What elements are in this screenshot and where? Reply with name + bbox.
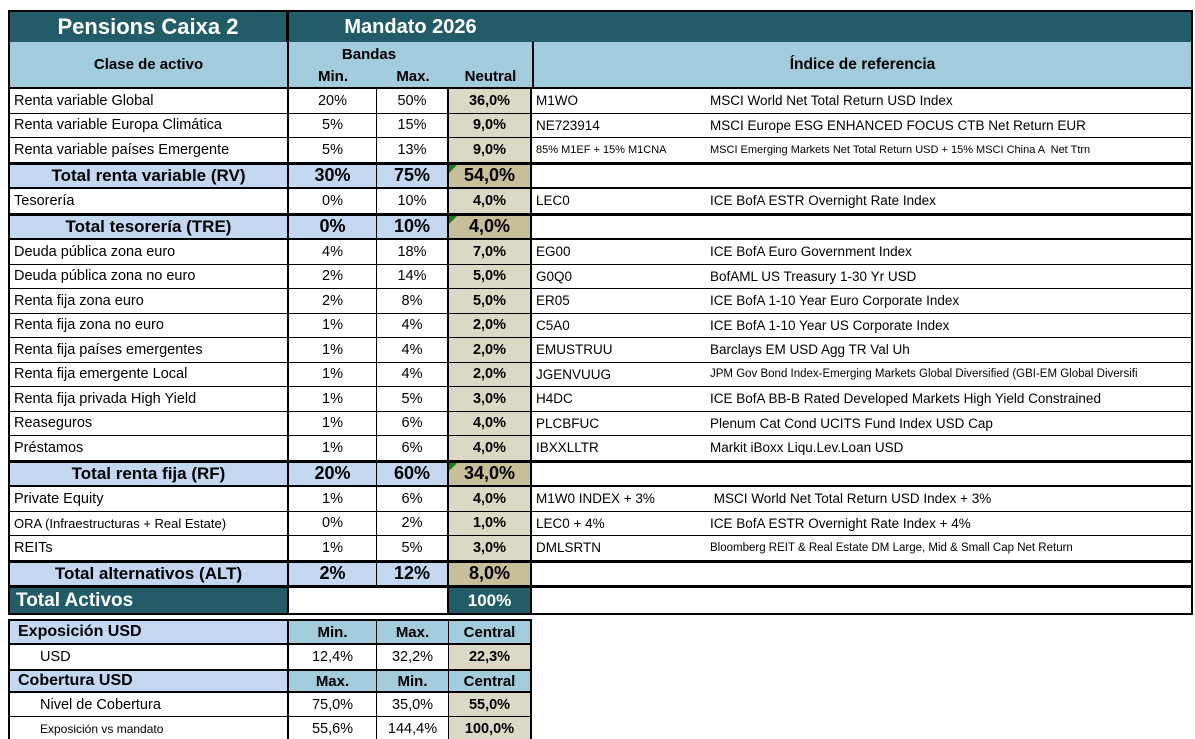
max-value-cell[interactable]: 12% bbox=[377, 563, 449, 586]
asset-name-cell[interactable]: Renta fija zona euro bbox=[10, 289, 289, 313]
index-cell[interactable] bbox=[532, 563, 1191, 586]
mandate-title: Mandato 2026 bbox=[344, 15, 477, 38]
usd-central-value-cell[interactable]: 100,0% bbox=[449, 717, 530, 739]
table-row bbox=[10, 289, 1191, 314]
index-code[interactable]: DMLSRTN bbox=[536, 540, 602, 556]
min-value-cell[interactable]: 4% bbox=[289, 240, 377, 264]
usd-col2-header[interactable]: Max. bbox=[377, 621, 449, 643]
max-value-cell[interactable]: 6% bbox=[377, 436, 449, 460]
usd-data-row bbox=[10, 693, 530, 717]
table-row bbox=[10, 338, 1191, 363]
min-value-cell[interactable]: 2% bbox=[289, 563, 377, 586]
asset-name-cell[interactable]: Renta fija privada High Yield bbox=[10, 387, 289, 411]
index-cell[interactable] bbox=[532, 338, 1191, 362]
asset-name-cell[interactable]: Préstamos bbox=[10, 436, 289, 460]
max-value-cell[interactable]: 15% bbox=[377, 114, 449, 138]
index-code[interactable]: C5A0 bbox=[536, 317, 570, 333]
index-cell[interactable] bbox=[532, 412, 1191, 436]
index-cell[interactable] bbox=[532, 536, 1191, 560]
usd-col1-header[interactable]: Min. bbox=[289, 621, 377, 643]
min-value-cell[interactable]: 5% bbox=[289, 138, 377, 162]
fund-title: Pensions Caixa 2 bbox=[10, 12, 289, 42]
table-row bbox=[10, 487, 1191, 512]
index-code[interactable]: EMUSTRUU bbox=[536, 342, 613, 358]
min-value-cell[interactable]: 1% bbox=[289, 412, 377, 436]
total-row bbox=[10, 461, 1191, 488]
index-code[interactable]: M1WO bbox=[536, 93, 578, 109]
main-table-rows bbox=[10, 89, 1191, 613]
asset-class-header[interactable]: Clase de activo bbox=[10, 42, 289, 87]
table-row bbox=[10, 314, 1191, 339]
neutral-value-cell[interactable]: 4,0% bbox=[449, 436, 532, 460]
bands-header-group bbox=[289, 42, 532, 87]
index-code[interactable]: LEC0 bbox=[536, 193, 570, 209]
table-row bbox=[10, 387, 1191, 412]
neutral-value-cell[interactable]: 2,0% bbox=[449, 338, 532, 362]
max-value-cell[interactable]: 14% bbox=[377, 265, 449, 289]
min-value-cell[interactable]: 2% bbox=[289, 289, 377, 313]
usd-data-row bbox=[10, 717, 530, 739]
usd-value-2-cell[interactable]: 32,2% bbox=[377, 645, 449, 669]
min-value-cell[interactable]: 0% bbox=[289, 512, 377, 536]
usd-data-row bbox=[10, 645, 530, 669]
usd-section-header-row bbox=[10, 669, 530, 693]
index-code[interactable]: 85% M1EF + 15% M1CNA bbox=[536, 143, 667, 156]
asset-name-cell[interactable]: Renta fija países emergentes bbox=[10, 338, 289, 362]
asset-name-cell[interactable]: ORA (Infraestructuras + Real Estate) bbox=[10, 512, 289, 536]
asset-name-cell[interactable]: Renta variable Global bbox=[10, 89, 289, 113]
index-cell[interactable] bbox=[532, 512, 1191, 536]
min-value-cell[interactable]: 1% bbox=[289, 387, 377, 411]
asset-name-cell[interactable]: REITs bbox=[10, 536, 289, 560]
index-description[interactable]: Markit iBoxx Liqu.Lev.Loan USD bbox=[710, 440, 904, 456]
index-description[interactable]: MSCI Emerging Markets Net Total Return USD + 15% MSCI China A Net Ttrn bbox=[710, 143, 1091, 156]
neutral-value-cell[interactable]: 2,0% bbox=[449, 314, 532, 338]
usd-col2-header[interactable]: Min. bbox=[377, 671, 449, 691]
usd-section-label[interactable]: Cobertura USD bbox=[10, 671, 289, 691]
asset-name-cell[interactable]: Reaseguros bbox=[10, 412, 289, 436]
index-description[interactable]: Plenum Cat Cond UCITS Fund Index USD Cap bbox=[710, 415, 993, 431]
usd-value-2-cell[interactable]: 35,0% bbox=[377, 693, 449, 716]
usd-value-1-cell[interactable]: 12,4% bbox=[289, 645, 377, 669]
index-code[interactable]: H4DC bbox=[536, 391, 573, 407]
neutral-value-cell[interactable]: 4,0% bbox=[449, 487, 532, 511]
usd-row-label[interactable]: Nivel de Cobertura bbox=[10, 693, 289, 716]
min-value-cell[interactable]: 1% bbox=[289, 338, 377, 362]
min-value-cell[interactable]: 1% bbox=[289, 314, 377, 338]
index-code[interactable]: IBXXLLTR bbox=[536, 440, 599, 456]
usd-central-value-cell[interactable]: 55,0% bbox=[449, 693, 530, 716]
index-code[interactable]: LEC0 + 4% bbox=[536, 515, 605, 531]
usd-value-1-cell[interactable]: 75,0% bbox=[289, 693, 377, 716]
neutral-value-cell[interactable]: 34,0% bbox=[449, 463, 532, 486]
table-row bbox=[10, 536, 1191, 561]
usd-table bbox=[8, 619, 532, 739]
neutral-value-cell[interactable]: 2,0% bbox=[449, 363, 532, 387]
asset-name-cell[interactable]: Tesorería bbox=[10, 189, 289, 213]
max-value-cell[interactable]: 75% bbox=[377, 165, 449, 188]
index-cell[interactable] bbox=[532, 138, 1191, 162]
max-value-cell[interactable]: 18% bbox=[377, 240, 449, 264]
min-value-cell[interactable]: 2% bbox=[289, 265, 377, 289]
usd-col3-header[interactable]: Central bbox=[449, 671, 530, 691]
asset-name-cell[interactable]: Renta variable Europa Climática bbox=[10, 114, 289, 138]
usd-row-label[interactable]: USD bbox=[10, 645, 289, 669]
index-description[interactable]: MSCI World Net Total Return USD Index bbox=[710, 93, 953, 109]
index-description[interactable]: Bloomberg REIT & Real Estate DM Large, Mid & Small Cap Net Return bbox=[710, 541, 1073, 554]
total-activos-label-cell[interactable]: Total Activos bbox=[10, 588, 289, 613]
index-description[interactable]: MSCI Europe ESG ENHANCED FOCUS CTB Net Return EUR bbox=[710, 117, 1086, 133]
neutral-value-cell[interactable]: 1,0% bbox=[449, 512, 532, 536]
index-cell[interactable] bbox=[532, 265, 1191, 289]
neutral-value-cell[interactable]: 36,0% bbox=[449, 89, 532, 113]
index-description[interactable]: JPM Gov Bond Index-Emerging Markets Global Diversified (GBI-EM Global Diversifi bbox=[710, 368, 1138, 381]
index-cell[interactable] bbox=[532, 387, 1191, 411]
min-value-cell[interactable]: 1% bbox=[289, 363, 377, 387]
max-value-cell[interactable]: 2% bbox=[377, 512, 449, 536]
empty-minmax-cell[interactable] bbox=[289, 588, 449, 613]
asset-name-cell[interactable]: Renta fija emergente Local bbox=[10, 363, 289, 387]
reference-index-header[interactable]: Índice de referencia bbox=[532, 42, 1191, 87]
neutral-value-cell[interactable]: 4,0% bbox=[449, 412, 532, 436]
index-description[interactable]: Barclays EM USD Agg TR Val Uh bbox=[710, 342, 910, 358]
index-description[interactable]: ICE BofA ESTR Overnight Rate Index + 4% bbox=[710, 515, 971, 531]
neutral-value-cell[interactable]: 3,0% bbox=[449, 387, 532, 411]
neutral-value-cell[interactable]: 4,0% bbox=[449, 189, 532, 213]
neutral-header[interactable]: Neutral bbox=[464, 68, 517, 85]
table-row bbox=[10, 436, 1191, 461]
index-cell[interactable] bbox=[532, 114, 1191, 138]
index-code[interactable]: M1W0 INDEX + 3% bbox=[536, 491, 655, 507]
usd-row-label[interactable]: Exposición vs mandato bbox=[10, 717, 289, 739]
neutral-value-cell[interactable]: 7,0% bbox=[449, 240, 532, 264]
index-cell[interactable] bbox=[532, 240, 1191, 264]
max-value-cell[interactable]: 4% bbox=[377, 314, 449, 338]
usd-section-label[interactable]: Exposición USD bbox=[10, 621, 289, 643]
min-value-cell[interactable]: 0% bbox=[289, 189, 377, 213]
usd-col1-header[interactable]: Max. bbox=[289, 671, 377, 691]
min-value-cell[interactable]: 1% bbox=[289, 536, 377, 560]
total-row bbox=[10, 561, 1191, 588]
max-value-cell[interactable]: 60% bbox=[377, 463, 449, 486]
max-value-cell[interactable]: 4% bbox=[377, 338, 449, 362]
asset-name-cell[interactable]: Total renta fija (RF) bbox=[10, 463, 289, 486]
index-code[interactable]: JGENVUUG bbox=[536, 366, 612, 382]
total-row bbox=[10, 163, 1191, 190]
max-value-cell[interactable]: 50% bbox=[377, 89, 449, 113]
index-description[interactable]: MSCI World Net Total Return USD Index + 3% bbox=[710, 491, 992, 507]
asset-name-cell[interactable]: Renta variable países Emergente bbox=[10, 138, 289, 162]
allocation-table bbox=[8, 10, 1193, 615]
asset-name-cell[interactable]: Deuda pública zona euro bbox=[10, 240, 289, 264]
formula-flag-triangle-icon bbox=[449, 165, 457, 173]
neutral-value-cell[interactable]: 54,0% bbox=[449, 165, 532, 188]
total-row bbox=[10, 214, 1191, 241]
index-cell[interactable] bbox=[532, 314, 1191, 338]
asset-name-cell[interactable]: Total alternativos (ALT) bbox=[10, 563, 289, 586]
index-code[interactable]: PLCBFUC bbox=[536, 415, 600, 431]
index-description[interactable]: ICE BofA 1-10 Year Euro Corporate Index bbox=[710, 293, 960, 309]
total-activos-value-cell[interactable]: 100% bbox=[449, 588, 532, 613]
neutral-value-cell[interactable]: 4,0% bbox=[449, 216, 532, 239]
formula-flag-triangle-icon bbox=[449, 463, 457, 471]
min-value-cell[interactable]: 20% bbox=[289, 463, 377, 486]
index-description[interactable]: ICE BofA BB-B Rated Developed Markets High Yield Constrained bbox=[710, 391, 1101, 407]
index-code[interactable]: ER05 bbox=[536, 293, 570, 309]
bands-header[interactable]: Bandas bbox=[341, 46, 397, 63]
index-cell[interactable] bbox=[532, 436, 1191, 460]
neutral-value-cell[interactable]: 9,0% bbox=[449, 138, 532, 162]
max-value-cell[interactable]: 6% bbox=[377, 412, 449, 436]
asset-name-cell[interactable]: Total renta variable (RV) bbox=[10, 165, 289, 188]
neutral-value-cell[interactable]: 8,0% bbox=[449, 563, 532, 586]
min-value-cell[interactable]: 30% bbox=[289, 165, 377, 188]
table-row bbox=[10, 265, 1191, 290]
index-description[interactable]: BofAML US Treasury 1-30 Yr USD bbox=[710, 268, 917, 284]
grand-total-row bbox=[10, 587, 1191, 613]
neutral-value-cell[interactable]: 5,0% bbox=[449, 289, 532, 313]
index-cell[interactable] bbox=[532, 216, 1191, 239]
table-row bbox=[10, 114, 1191, 139]
usd-col3-header[interactable]: Central bbox=[449, 621, 530, 643]
index-cell[interactable] bbox=[532, 89, 1191, 113]
index-cell[interactable] bbox=[532, 363, 1191, 387]
index-cell[interactable] bbox=[532, 487, 1191, 511]
max-value-cell[interactable]: 5% bbox=[377, 536, 449, 560]
title-filler bbox=[532, 12, 1191, 42]
usd-central-value-cell[interactable]: 22,3% bbox=[449, 645, 530, 669]
table-row bbox=[10, 189, 1191, 214]
asset-name-cell[interactable]: Deuda pública zona no euro bbox=[10, 265, 289, 289]
formula-flag-triangle-icon bbox=[449, 216, 457, 224]
index-code[interactable]: NE723914 bbox=[536, 117, 600, 133]
min-value-cell[interactable]: 5% bbox=[289, 114, 377, 138]
min-value-cell[interactable]: 1% bbox=[289, 436, 377, 460]
neutral-value-cell[interactable]: 5,0% bbox=[449, 265, 532, 289]
empty-index-cell[interactable] bbox=[532, 588, 1191, 613]
max-header[interactable]: Max. bbox=[396, 68, 430, 85]
index-description[interactable]: ICE BofA Euro Government Index bbox=[710, 244, 912, 260]
neutral-value-cell[interactable]: 3,0% bbox=[449, 536, 532, 560]
column-header-row bbox=[10, 42, 1191, 89]
index-cell[interactable] bbox=[532, 463, 1191, 486]
max-value-cell[interactable]: 10% bbox=[377, 189, 449, 213]
usd-section-header-row bbox=[10, 621, 530, 645]
asset-name-cell[interactable]: Renta fija zona no euro bbox=[10, 314, 289, 338]
max-value-cell[interactable]: 8% bbox=[377, 289, 449, 313]
index-description[interactable]: ICE BofA 1-10 Year US Corporate Index bbox=[710, 317, 950, 333]
max-value-cell[interactable]: 4% bbox=[377, 363, 449, 387]
asset-name-cell[interactable]: Private Equity bbox=[10, 487, 289, 511]
index-code[interactable]: G0Q0 bbox=[536, 268, 573, 284]
table-row bbox=[10, 240, 1191, 265]
index-code[interactable]: EG00 bbox=[536, 244, 571, 260]
index-cell[interactable] bbox=[532, 165, 1191, 188]
max-value-cell[interactable]: 13% bbox=[377, 138, 449, 162]
index-cell[interactable] bbox=[532, 289, 1191, 313]
neutral-value-cell[interactable]: 9,0% bbox=[449, 114, 532, 138]
usd-value-1-cell[interactable]: 55,6% bbox=[289, 717, 377, 739]
table-row bbox=[10, 89, 1191, 114]
index-description[interactable]: ICE BofA ESTR Overnight Rate Index bbox=[710, 193, 936, 209]
min-value-cell[interactable]: 0% bbox=[289, 216, 377, 239]
max-value-cell[interactable]: 10% bbox=[377, 216, 449, 239]
max-value-cell[interactable]: 5% bbox=[377, 387, 449, 411]
table-row bbox=[10, 138, 1191, 163]
min-value-cell[interactable]: 1% bbox=[289, 487, 377, 511]
index-cell[interactable] bbox=[532, 189, 1191, 213]
table-row bbox=[10, 412, 1191, 437]
usd-value-2-cell[interactable]: 144,4% bbox=[377, 717, 449, 739]
title-row bbox=[10, 12, 1191, 42]
max-value-cell[interactable]: 6% bbox=[377, 487, 449, 511]
table-row bbox=[10, 512, 1191, 537]
asset-name-cell[interactable]: Total tesorería (TRE) bbox=[10, 216, 289, 239]
table-row bbox=[10, 363, 1191, 388]
min-value-cell[interactable]: 20% bbox=[289, 89, 377, 113]
min-header[interactable]: Min. bbox=[318, 68, 348, 85]
